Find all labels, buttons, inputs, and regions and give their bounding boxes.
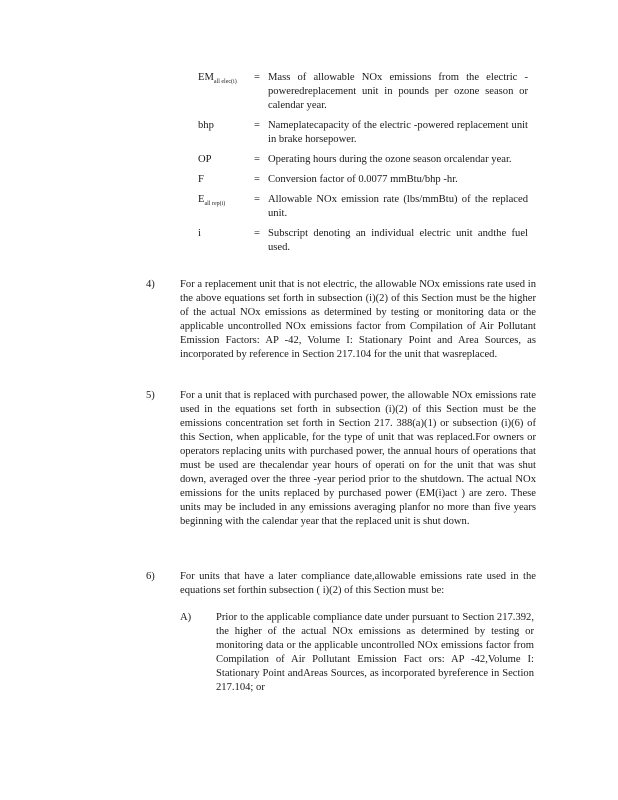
definition-row (198, 193, 528, 221)
term-text: EM (198, 72, 214, 83)
term-subscript: all elec(i) (213, 79, 237, 86)
equals-sign: = (254, 72, 260, 83)
sub-paragraph-letter: A) (180, 612, 192, 623)
paragraph-text: For a unit that is replaced with purchased power, the allowable NOx emissions rate used in the equations set forth in subsection (i)(2) of this Section must be the emissions concentration set forth in Section 217. 388(a)(1) or subsection (i)(6) of this Section, when applicable, for the type of unit that was replaced.For owners or operators replacing units with purchased power, the annual hours of operations that must be used are thecalendar year hours of operati on for the unit that was shut down, averaged over the three -year period prior to the shutdown. The actual NOx emissions for the units replaced by purchased power (EM(i)act ) are zero. These units may be included in any emissions averaging planfor no more than five years beginning with the calendar year that the replaced unit is shut down. (180, 390, 536, 527)
paragraph-4 (146, 278, 536, 362)
term-text: OP (198, 154, 212, 165)
sub-paragraph-a (180, 611, 536, 695)
equals-sign: = (254, 154, 260, 165)
definition-term (198, 227, 254, 241)
paragraph-number: 5) (146, 390, 155, 401)
paragraph-text: For units that have a later compliance date,allowable emissions rate used in the equations set forthin subsection ( i)(2) of this Section must be: (180, 571, 536, 596)
paragraph-6 (146, 570, 536, 598)
definition-text: Operating hours during the ozone season orcalendar year. (268, 154, 512, 165)
term-text: E (198, 194, 205, 205)
paragraph-number: 6) (146, 571, 155, 582)
paragraph-5 (146, 389, 536, 529)
definition-row (198, 227, 528, 255)
sub-paragraph-text: Prior to the applicable compliance date under pursuant to Section 217.392, the higher of the actual NOx emissions as determined by testing or monitoring data or the applicable uncontrolled NOx emissions factor from Compilation of Air Pollutant Emission Fact ors: AP -42,Volume I: Stationary Point andAreas Sources, as incorporated byreference in Section 217.104; or (216, 612, 534, 693)
definition-row (198, 153, 528, 167)
definition-text: Conversion factor of 0.0077 mmBtu/bhp -hr. (268, 174, 458, 185)
definition-term (198, 173, 254, 187)
definition-term (198, 119, 254, 133)
definition-term (198, 71, 254, 89)
definition-term (198, 153, 254, 167)
definition-text: Subscript denoting an individual electric unit andthe fuel used. (268, 228, 528, 253)
definition-text: Nameplatecapacity of the electric -powered replacement unit in brake horsepower. (268, 120, 528, 145)
paragraph-text: For a replacement unit that is not electric, the allowable NOx emissions rate used in the above equations set forth in subsection (i)(2) of this Section must be the higher of the actual NOx emissions as determined by testing or monitoring data or the applicable uncontrolled NOx emissions factor from Compilation of Air Pollutant Emission Factors: AP -42, Volume I: Stationary Point and Area Sources, as incorporated by reference in Section 217.104 for the unit that wasreplaced. (180, 279, 536, 360)
equals-sign: = (254, 120, 260, 131)
definition-term (198, 193, 254, 211)
definitions-list (198, 71, 528, 261)
definition-row (198, 173, 528, 187)
equals-sign: = (254, 228, 260, 239)
equals-sign: = (254, 194, 260, 205)
definition-text: Mass of allowable NOx emissions from the electric -poweredreplacement unit in pounds per ozone season or calendar year. (268, 72, 528, 111)
paragraph-number: 4) (146, 279, 155, 290)
definition-text: Allowable NOx emission rate (lbs/mmBtu) of the replaced unit. (268, 194, 528, 219)
term-text: i (198, 228, 201, 239)
term-subscript: all rep(i) (204, 201, 226, 208)
equals-sign: = (254, 174, 260, 185)
term-text: F (198, 174, 204, 185)
term-text: bhp (198, 120, 214, 131)
definition-row (198, 71, 528, 113)
definition-row (198, 119, 528, 147)
